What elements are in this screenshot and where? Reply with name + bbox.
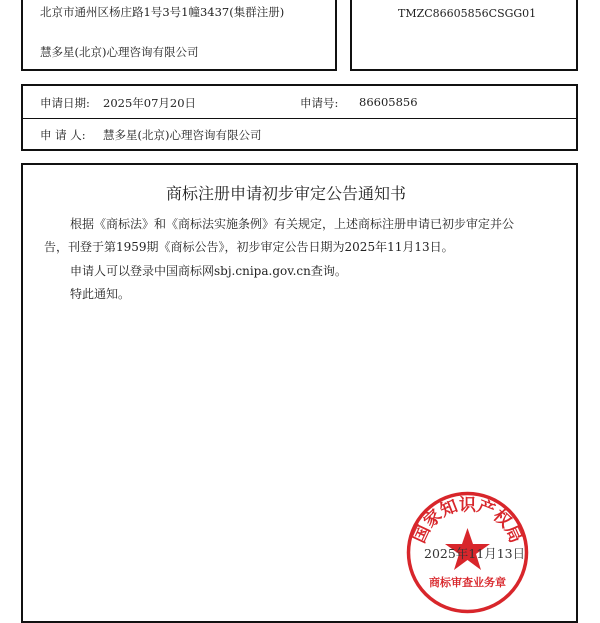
notice-line-1: 根据《商标法》和《商标法实施条例》有关规定，上述商标注册申请已初步审定并公 [70,217,515,231]
info-table [21,84,578,151]
address-box [21,0,337,71]
address-text: 北京市通州区杨庄路1号3号1幢3437(集群注册) [40,5,285,19]
document-code: TMZC86605856CSGG01 [398,7,537,20]
application-date-value: 2025年07月20日 [103,96,197,110]
notice-line-3: 申请人可以登录中国商标网sbj.cnipa.gov.cn查询。 [70,264,347,278]
application-number-label: 申请号: [300,96,339,110]
applicant-value: 慧多星(北京)心理咨询有限公司 [103,128,262,142]
row-divider [23,118,576,119]
company-text: 慧多星(北京)心理咨询有限公司 [40,45,199,59]
notice-line-4: 特此通知。 [70,287,131,301]
notice-date: 2025年11月13日 [424,546,526,561]
notice-title: 商标注册申请初步审定公告通知书 [166,184,407,203]
code-box [350,0,578,71]
application-date-label: 申请日期: [40,96,90,110]
notice-line-2: 告，刊登于第1959期《商标公告》，初步审定公告日期为2025年11月13日。 [44,240,454,254]
seal-org-text: 国家知识产权局 [409,495,526,547]
seal-dept-text: 商标审查业务章 [429,576,506,589]
applicant-label: 申 请 人: [40,128,86,142]
application-number-value: 86605856 [359,95,418,109]
